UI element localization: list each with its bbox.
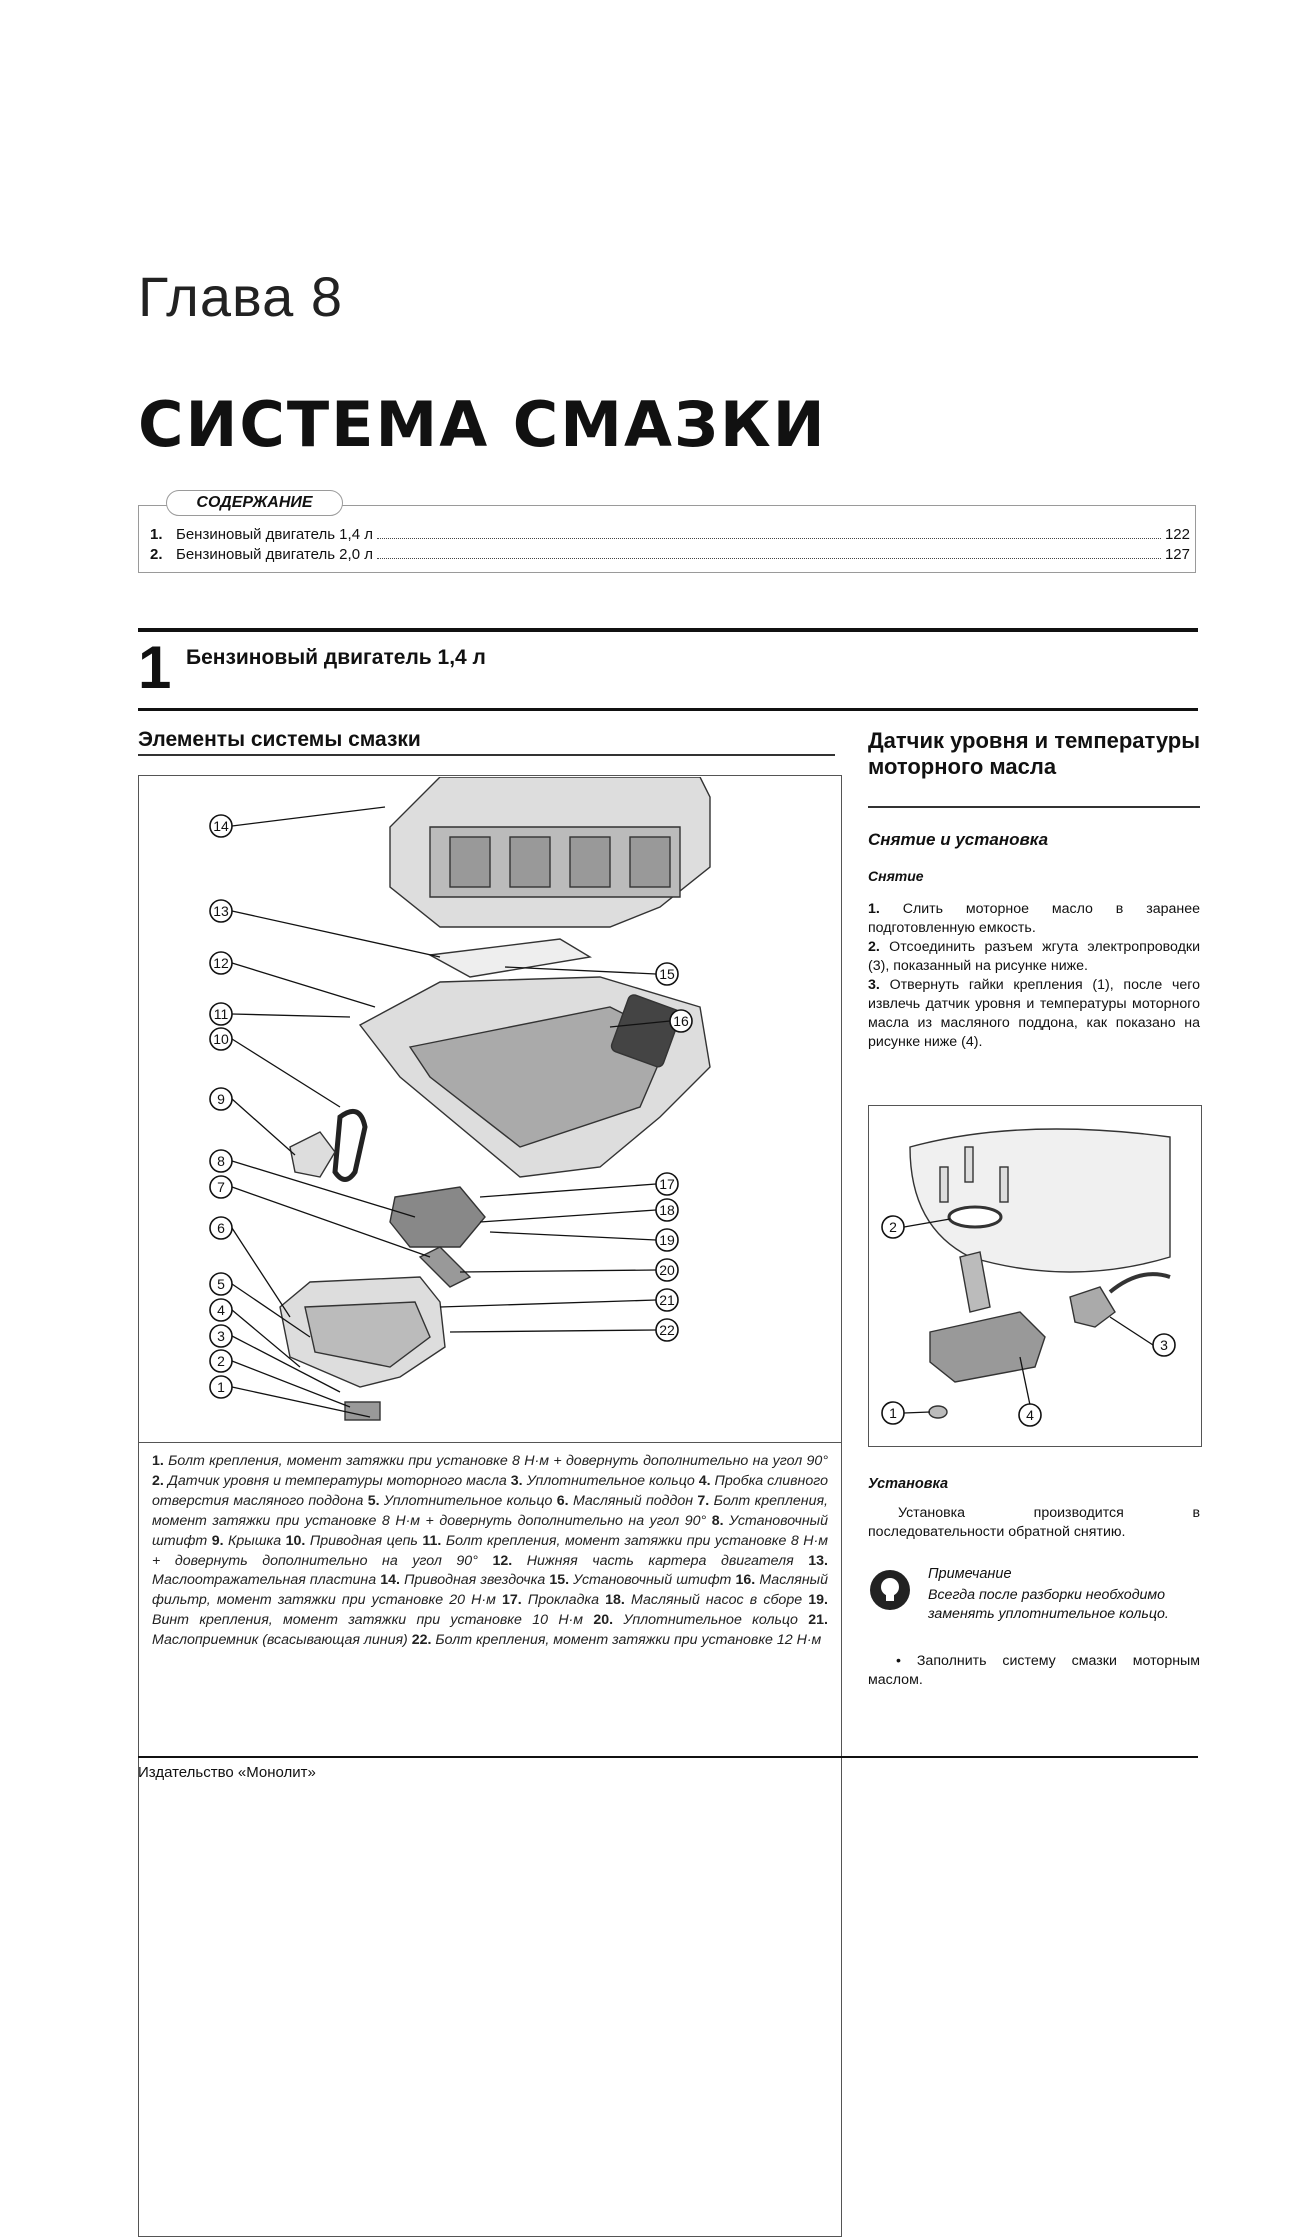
toc-item[interactable] [150, 526, 1190, 543]
step: 3. Отвернуть гайки крепления (1), после чего извлечь датчик уровня и температуры моторного масла из масляного поддона, как показано на рисунке ниже (4). [868, 977, 1200, 1050]
removal-installation-heading: Снятие и установка [868, 830, 1049, 849]
svg-text:4: 4 [217, 1302, 225, 1318]
callout-8 [210, 1150, 232, 1172]
sensor-callout-2 [882, 1216, 904, 1238]
removal-steps [868, 900, 1200, 1052]
svg-text:16: 16 [673, 1013, 689, 1029]
callout-3 [210, 1325, 232, 1347]
drive-chain [335, 1111, 365, 1179]
callout-1 [210, 1376, 232, 1398]
toc-item[interactable] [150, 546, 1190, 563]
step: 1. Слить моторное масло в заранее подготовленную емкость. [868, 901, 1200, 936]
section-rule-bottom [138, 708, 1198, 711]
cylinder-bay [630, 837, 670, 887]
toc-item-page: 122 [1164, 526, 1190, 543]
svg-text:3: 3 [217, 1328, 225, 1344]
cylinder-bay [450, 837, 490, 887]
svg-text:21: 21 [659, 1292, 675, 1308]
sensor-callout-3 [1153, 1334, 1175, 1356]
svg-text:11: 11 [213, 1006, 229, 1022]
subsection-rule [138, 754, 835, 756]
toc-leader [377, 538, 1161, 539]
callout-19 [656, 1229, 678, 1251]
lubrication-system-diagram [140, 777, 838, 1441]
callout-11 [210, 1003, 232, 1025]
callout-7 [210, 1176, 232, 1198]
sensor-callout-1 [882, 1402, 904, 1424]
callout-17 [656, 1173, 678, 1195]
callout-21 [656, 1289, 678, 1311]
callout-4 [210, 1299, 232, 1321]
toc-item-number: 1. [150, 526, 163, 543]
fill-oil-instruction: • Заполнить систему смазки моторным маслом. [868, 1653, 1200, 1688]
oil-pump [390, 1187, 485, 1247]
note-text: Всегда после разборки необходимо заменять уплотнительное кольцо. [928, 1587, 1169, 1622]
svg-text:14: 14 [213, 818, 229, 834]
callout-10 [210, 1028, 232, 1050]
section-number: 1 [138, 634, 172, 701]
svg-text:15: 15 [659, 966, 675, 982]
step: 2. Отсоединить разъем жгута электропроводки (3), показанный на рисунке ниже. [868, 939, 1200, 974]
svg-text:12: 12 [213, 955, 229, 971]
toc-item-text: Бензиновый двигатель 2,0 л [176, 546, 373, 563]
wire [1110, 1274, 1170, 1292]
toc-leader [377, 558, 1161, 559]
removal-heading: Снятие [868, 868, 924, 884]
callout-6 [210, 1217, 232, 1239]
svg-text:1: 1 [889, 1405, 897, 1421]
callout-15 [656, 963, 678, 985]
svg-text:20: 20 [659, 1262, 675, 1278]
svg-text:7: 7 [217, 1179, 225, 1195]
svg-text:2: 2 [889, 1219, 897, 1235]
svg-text:5: 5 [217, 1276, 225, 1292]
baffle-plate [430, 939, 590, 977]
svg-text:8: 8 [217, 1153, 225, 1169]
footer-rule [138, 1756, 1198, 1758]
toc-label: СОДЕРЖАНИЕ [166, 490, 343, 516]
svg-text:10: 10 [213, 1031, 229, 1047]
svg-text:3: 3 [1160, 1337, 1168, 1353]
stud [940, 1167, 948, 1202]
figure-caption-divider [138, 1442, 842, 1443]
sensor-body [930, 1312, 1045, 1382]
sensor-diagram [870, 1107, 1198, 1443]
svg-text:13: 13 [213, 903, 229, 919]
note-icon [868, 1568, 912, 1612]
stud [1000, 1167, 1008, 1202]
stud [965, 1147, 973, 1182]
sensor-section-rule [868, 806, 1200, 808]
oil-pickup [420, 1247, 470, 1287]
figure-caption: 1. Болт крепления, момент затяжки при установке 8 Н·м + довернуть дополнительно на угол 90° 2. Датчик уровня и температуры моторного масла 3. Уплотнительное кольцо 4. Пробка сливного отверстия масляного поддона 5. Уплотнительное кольцо 6. Масляный поддон 7. Болт крепления, момент затяжки при установке 8 Н·м + довернуть дополнительно на угол 90° 8. Установочный штифт 9. Крышка 10. Приводная цепь 11. Болт крепления, момент затяжки при установке 8 Н·м + довернуть дополнительно на угол 90° 12. Нижняя часть картера двигателя 13. Маслоотражательная пластина 14. Приводная звездочка 15. Установочный штифт 16. Масляный фильтр, момент затяжки при установке 20 Н·м 17. Прокладка 18. Масляный насос в сборе 19. Винт крепления, момент затяжки при установке 10 Н·м 20. Уплотнительное кольцо 21. Маслоприемник (всасывающая линия) 22. Болт крепления, момент затяжки при установке 12 Н·м [152, 1453, 829, 1649]
callout-14 [210, 815, 232, 837]
callout-16 [670, 1010, 692, 1032]
oil-pan-section [910, 1129, 1170, 1272]
oil-level-sensor [345, 1402, 380, 1420]
cylinder-bay [570, 837, 610, 887]
svg-text:18: 18 [659, 1202, 675, 1218]
toc-item-text: Бензиновый двигатель 1,4 л [176, 526, 373, 543]
svg-text:22: 22 [659, 1322, 675, 1338]
subsection-title: Элементы системы смазки [138, 728, 421, 751]
callout-12 [210, 952, 232, 974]
sensor-callout-4 [1019, 1404, 1041, 1426]
section-rule-top [138, 628, 1198, 632]
chapter-heading: Глава 8 [138, 265, 343, 328]
svg-text:17: 17 [659, 1176, 675, 1192]
callout-5 [210, 1273, 232, 1295]
cylinder-bay [510, 837, 550, 887]
svg-text:2: 2 [217, 1353, 225, 1369]
svg-text:6: 6 [217, 1220, 225, 1236]
callout-13 [210, 900, 232, 922]
callout-22 [656, 1319, 678, 1341]
callout-9 [210, 1088, 232, 1110]
svg-text:1: 1 [217, 1379, 225, 1395]
note-heading: Примечание [928, 1566, 1012, 1582]
nut [929, 1406, 947, 1418]
callout-20 [656, 1259, 678, 1281]
o-ring [949, 1207, 1001, 1227]
callout-18 [656, 1199, 678, 1221]
svg-text:4: 4 [1026, 1407, 1034, 1423]
page-title: СИСТЕМА СМАЗКИ [138, 388, 827, 461]
svg-text:9: 9 [217, 1091, 225, 1107]
section-title: Бензиновый двигатель 1,4 л [186, 646, 486, 669]
publisher-footer: Издательство «Монолит» [138, 1764, 316, 1781]
callout-2 [210, 1350, 232, 1372]
toc-item-page: 127 [1164, 546, 1190, 563]
svg-text:19: 19 [659, 1232, 675, 1248]
harness-connector [1070, 1287, 1115, 1327]
installation-heading: Установка [868, 1476, 949, 1492]
sensor-section-title: Датчик уровня и температуры моторного масла [868, 728, 1201, 779]
installation-text: Установка производится в последовательности обратной снятию. [868, 1505, 1200, 1540]
toc-item-number: 2. [150, 546, 163, 563]
chain-cover [290, 1132, 335, 1177]
